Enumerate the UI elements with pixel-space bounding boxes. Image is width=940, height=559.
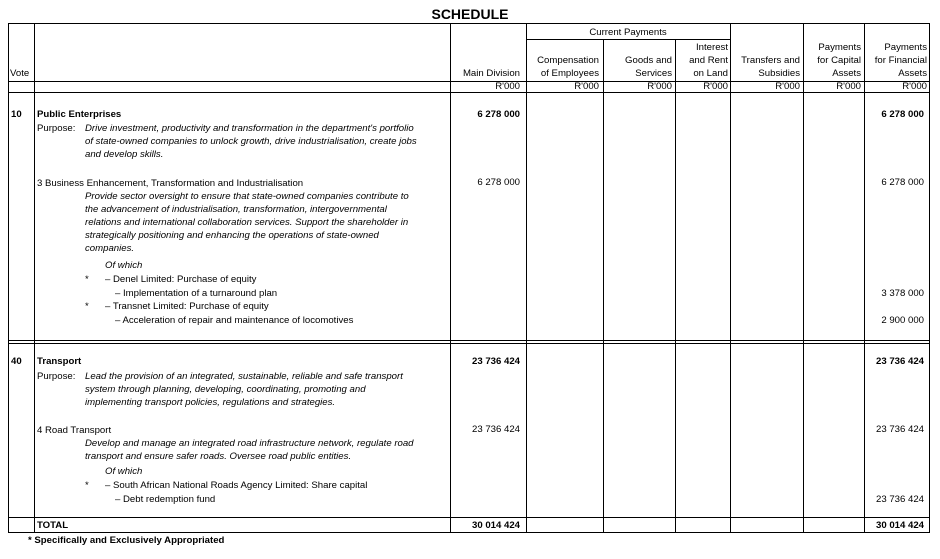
header-financial-3: Assets (898, 68, 927, 79)
header-vote: Vote (10, 68, 30, 79)
vote-40-purpose-line: Lead the provision of an integrated, sustainable, reliable and safe transport (85, 371, 403, 382)
programme-4-financial-assets: 23 736 424 (875, 424, 924, 435)
programme-4-name: 4 Road Transport (37, 425, 112, 436)
header-compensation-1: Compensation (537, 55, 599, 66)
unit-financial: R'000 (902, 81, 927, 92)
vote-40-main-division: 23 736 424 (471, 356, 520, 367)
header-main-division: Main Division (462, 68, 520, 79)
programme-3-financial-assets: 6 278 000 (881, 177, 924, 188)
vote-10-item-2-amount: 2 900 000 (881, 315, 924, 326)
programme-3-desc-line: strategically positioning and enhancing the operations of state-owned (85, 230, 379, 241)
vote-40-item-1-amount: 23 736 424 (875, 494, 924, 505)
vote-40-financial-assets: 23 736 424 (875, 356, 924, 367)
vote-10-purpose-line: of state-owned companies to unlock growth, drive industrialisation, create jobs (85, 136, 417, 147)
total-bottom-rule (8, 532, 930, 533)
programme-3-desc-line: companies. (85, 243, 135, 254)
table-top-rule (8, 23, 930, 24)
col-rule-right (929, 23, 930, 533)
schedule-title: SCHEDULE (431, 6, 509, 22)
col-rule-main-division (526, 23, 527, 533)
programme-3-main-division: 6 278 000 (477, 177, 520, 188)
header-compensation-2: of Employees (540, 68, 599, 79)
vote-separator-rule-1 (8, 340, 930, 341)
vote-10-item-1: – Denel Limited: Purchase of equity (105, 274, 257, 285)
col-rule-vote (34, 23, 35, 533)
unit-interest: R'000 (703, 81, 728, 92)
header-capital-1: Payments (818, 42, 861, 53)
vote-10-item-1-sub: – Implementation of a turnaround plan (115, 288, 278, 299)
col-rule-goods (675, 40, 676, 533)
header-financial-2: for Financial (874, 55, 927, 66)
vote-40-purpose-line: implementing transport policies, regulations and strategies. (85, 397, 336, 408)
vote-40-item-1-sub: – Debt redemption fund (115, 494, 216, 505)
programme-4-desc-line: transport and ensure safer roads. Oversee road public entities. (85, 451, 352, 462)
vote-10-item-2: – Transnet Limited: Purchase of equity (105, 301, 269, 312)
vote-10-purpose-line: and develop skills. (85, 149, 164, 160)
vote-40-item-1: – South African National Roads Agency Limited: Share capital (105, 480, 368, 491)
current-payments-rule (526, 39, 730, 40)
total-main-division: 30 014 424 (471, 520, 520, 531)
programme-4-desc-line: Develop and manage an integrated road infrastructure network, regulate road (85, 438, 414, 449)
vote-10-financial-assets: 6 278 000 (881, 109, 924, 120)
unit-transfers: R'000 (775, 81, 800, 92)
total-financial-assets: 30 014 424 (875, 520, 924, 531)
vote-10-name: Public Enterprises (37, 109, 122, 120)
vote-10-item-2-star: * (85, 301, 89, 312)
vote-40-of-which: Of which (105, 466, 143, 477)
header-interest-1: Interest (696, 42, 728, 53)
header-interest-3: on Land (693, 68, 728, 79)
programme-3-desc-line: relations and international collaboration services. Support the shareholder in (85, 217, 409, 228)
programme-3-desc-line: Provide sector oversight to ensure that state-owned companies contribute to (85, 191, 409, 202)
header-interest-2: and Rent (689, 55, 728, 66)
vote-separator-rule-2 (8, 343, 930, 344)
vote-10-item-1-amount: 3 378 000 (881, 288, 924, 299)
vote-10-main-division: 6 278 000 (477, 109, 520, 120)
header-goods-2: Services (635, 68, 672, 79)
total-top-rule (8, 517, 930, 518)
unit-compensation: R'000 (574, 81, 599, 92)
vote-10-item-1-star: * (85, 274, 89, 285)
col-rule-interest (730, 23, 731, 533)
programme-3-desc-line: the advancement of industrialisation, transformation, intergovernmental (85, 204, 387, 215)
vote-40-number: 40 (11, 356, 22, 367)
unit-main-division: R'000 (495, 81, 520, 92)
header-current-payments: Current Payments (589, 27, 667, 38)
total-label: TOTAL (37, 520, 69, 531)
header-capital-2: for Capital (817, 55, 861, 66)
col-rule-capital (864, 23, 865, 533)
header-financial-1: Payments (884, 42, 927, 53)
col-rule-left (8, 23, 9, 533)
vote-40-item-1-star: * (85, 480, 89, 491)
col-rule-compensation (603, 40, 604, 533)
unit-capital: R'000 (836, 81, 861, 92)
footnote: * Specifically and Exclusively Appropriated (28, 535, 225, 546)
vote-10-item-2-sub: – Acceleration of repair and maintenance of locomotives (115, 315, 354, 326)
header-transfers-1: Transfers and (741, 55, 800, 66)
vote-10-purpose-label: Purpose: (37, 123, 76, 134)
header-goods-1: Goods and (625, 55, 672, 66)
vote-10-of-which: Of which (105, 260, 143, 271)
programme-3-name: 3 Business Enhancement, Transformation and Industrialisation (37, 178, 304, 189)
vote-40-purpose-line: system through planning, developing, coordinating, promoting and (85, 384, 366, 395)
vote-10-purpose-line: Drive investment, productivity and transformation in the department's portfolio (85, 123, 414, 134)
vote-10-number: 10 (11, 109, 22, 120)
programme-4-main-division: 23 736 424 (471, 424, 520, 435)
col-rule-transfers (803, 23, 804, 533)
vote-40-purpose-label: Purpose: (37, 371, 76, 382)
header-transfers-2: Subsidies (758, 68, 800, 79)
unit-rule (8, 92, 930, 93)
unit-goods: R'000 (647, 81, 672, 92)
vote-40-name: Transport (37, 356, 82, 367)
col-rule-description (450, 23, 451, 533)
header-capital-3: Assets (832, 68, 861, 79)
